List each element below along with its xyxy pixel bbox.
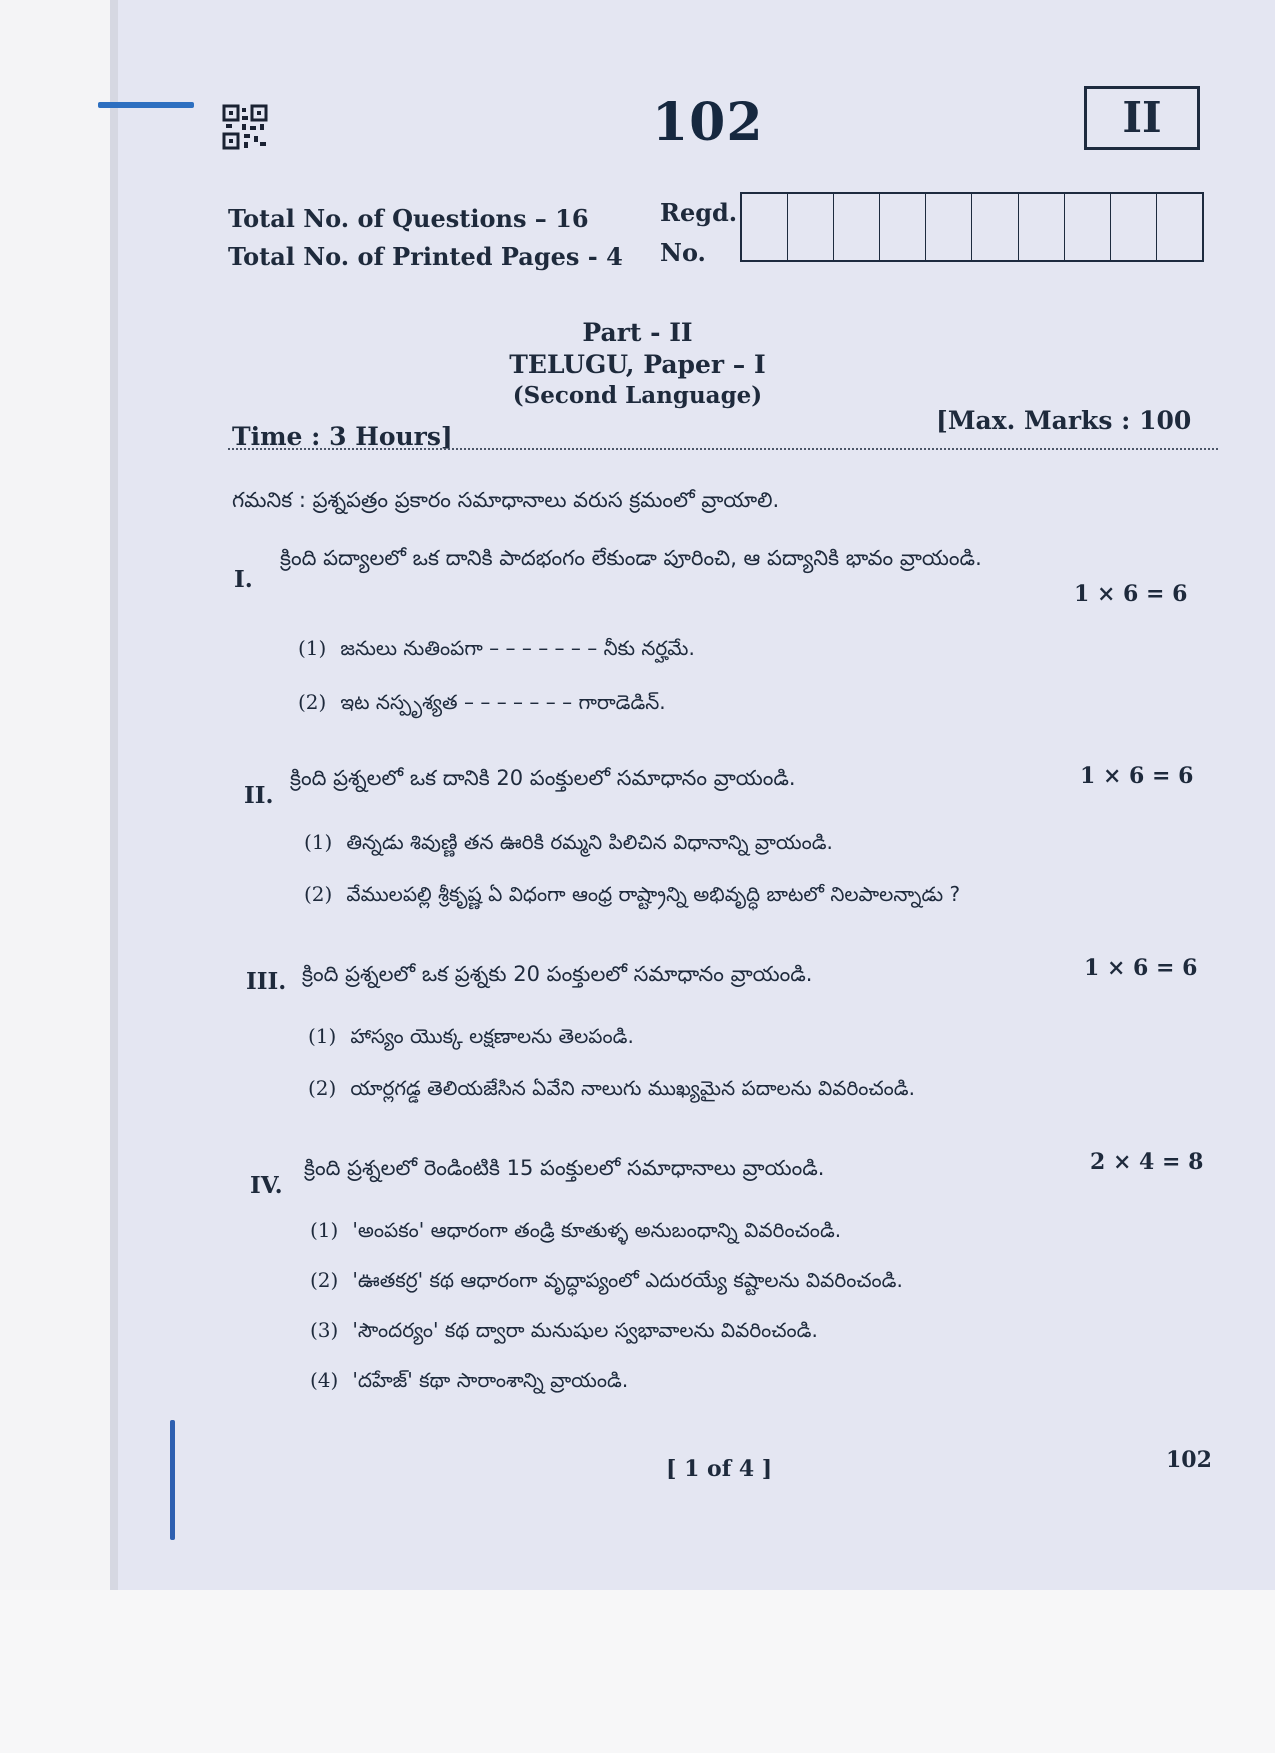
question-text: హాస్యం యొక్క లక్షణాలను తెలపండి.	[350, 1024, 634, 1048]
section-marks: 2 × 4 = 8	[1090, 1149, 1204, 1175]
question-text: 'సౌందర్యం' కథ ద్వారా మనుషుల స్వభావాలను వివరించండి.	[352, 1318, 818, 1342]
total-printed-pages: Total No. of Printed Pages - 4	[228, 242, 623, 271]
language-title: (Second Language)	[512, 382, 763, 409]
question-text: 'ఊతకర్ర' కథ ఆధారంగా వృద్ధాప్యంలో ఎదురయ్యే కష్టాలను వివరించండి.	[352, 1268, 903, 1292]
exam-time: Time : 3 Hours]	[232, 422, 453, 451]
paper-code: 102	[652, 92, 764, 153]
question-number: (2)	[298, 690, 327, 714]
section-marks: 1 × 6 = 6	[1080, 763, 1194, 789]
section-number: II.	[244, 782, 274, 809]
qr-code-icon	[222, 104, 268, 150]
background-margin	[0, 1590, 1275, 1753]
question-item	[304, 830, 833, 859]
section-number: IV.	[250, 1172, 283, 1199]
question-number: (4)	[310, 1368, 339, 1392]
regd-box[interactable]	[788, 194, 834, 260]
question-item	[298, 690, 666, 719]
registration-number-boxes[interactable]	[740, 192, 1204, 262]
question-text: 'దహేజ్' కథా సారాంశాన్ని వ్రాయండి.	[352, 1368, 629, 1392]
part-box: II	[1084, 86, 1200, 150]
section-number: I.	[234, 566, 253, 593]
question-number: (3)	[310, 1318, 339, 1342]
total-questions: Total No. of Questions – 16	[228, 204, 589, 233]
regd-box[interactable]	[926, 194, 972, 260]
regd-no-label: No.	[660, 238, 706, 267]
pen-mark-left	[170, 1420, 175, 1540]
question-item	[310, 1218, 841, 1247]
question-item	[298, 636, 695, 665]
question-number: (2)	[310, 1268, 339, 1292]
section-instruction: క్రింది ప్రశ్నలలో ఒక దానికి 20 పంక్తులలో సమాధానం వ్రాయండి.	[290, 766, 796, 790]
question-item	[310, 1268, 903, 1297]
section-instruction: క్రింది పద్యాలలో ఒక దానికి పాదభంగం లేకుండా పూరించి, ఆ పద్యానికి భావం వ్రాయండి.	[280, 546, 982, 570]
page-indicator: [ 1 of 4 ]	[666, 1456, 773, 1482]
instruction-note: గమనిక : ప్రశ్నపత్రం ప్రకారం సమాధానాలు వరుస క్రమంలో వ్రాయాలి.	[232, 488, 780, 512]
question-text: జనులు నుతింపగా – – – – – – – నీకు నర్హమే.	[340, 636, 695, 660]
question-number: (1)	[304, 830, 333, 854]
section-instruction: క్రింది ప్రశ్నలలో ఒక ప్రశ్నకు 20 పంక్తులలో సమాధానం వ్రాయండి.	[302, 962, 813, 986]
question-number: (2)	[308, 1076, 337, 1100]
question-item	[310, 1318, 818, 1347]
regd-box[interactable]	[880, 194, 926, 260]
regd-box[interactable]	[972, 194, 1018, 260]
regd-box[interactable]	[742, 194, 788, 260]
pen-mark-top	[98, 102, 194, 108]
regd-box[interactable]	[834, 194, 880, 260]
section-marks: 1 × 6 = 6	[1074, 581, 1188, 607]
regd-box[interactable]	[1111, 194, 1157, 260]
question-text: వేములపల్లి శ్రీకృష్ణ ఏ విధంగా ఆంధ్ర రాష్ట్రాన్ని అభివృద్ధి బాటలో నిలపాలన్నాడు ?	[346, 882, 961, 906]
question-item	[308, 1024, 634, 1053]
question-text: 'అంపకం' ఆధారంగా తండ్రి కూతుళ్ళ అనుబంధాన్ని వివరించండి.	[352, 1218, 842, 1242]
question-number: (2)	[304, 882, 333, 906]
question-text: ఇట నస్పృశ్యత – – – – – – – గారాడెడిన్.	[340, 690, 666, 714]
question-number: (1)	[298, 636, 327, 660]
regd-box[interactable]	[1019, 194, 1065, 260]
subject-title: TELUGU, Paper – I	[509, 350, 766, 379]
question-text: తిన్నడు శివుణ్ణి తన ఊరికి రమ్మని పిలిచిన విధానాన్ని వ్రాయండి.	[346, 830, 833, 854]
regd-box[interactable]	[1157, 194, 1202, 260]
footer-paper-code: 102	[1166, 1447, 1212, 1473]
question-item	[304, 882, 960, 911]
question-text: యార్లగడ్డ తెలియజేసిన ఏవేని నాలుగు ముఖ్యమైన పదాలను వివరించండి.	[350, 1076, 915, 1100]
question-number: (1)	[308, 1024, 337, 1048]
question-item	[310, 1368, 628, 1397]
section-marks: 1 × 6 = 6	[1084, 955, 1198, 981]
part-title: Part - II	[582, 318, 693, 347]
question-item	[308, 1076, 915, 1105]
header-divider	[228, 448, 1218, 450]
regd-label: Regd.	[660, 198, 738, 227]
section-number: III.	[246, 968, 287, 995]
max-marks: [Max. Marks : 100	[936, 406, 1192, 435]
regd-box[interactable]	[1065, 194, 1111, 260]
question-number: (1)	[310, 1218, 339, 1242]
section-instruction: క్రింది ప్రశ్నలలో రెండింటికి 15 పంక్తులలో సమాధానాలు వ్రాయండి.	[304, 1156, 825, 1180]
